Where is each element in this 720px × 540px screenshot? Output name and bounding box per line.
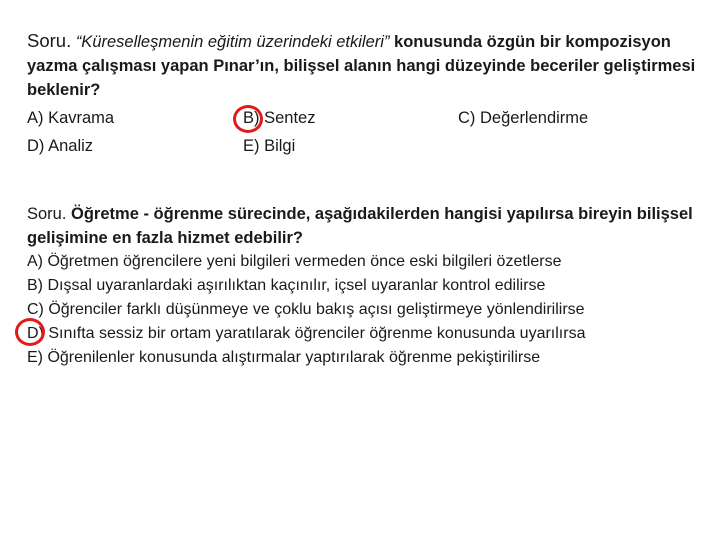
- question-1-lead: Soru.: [27, 30, 72, 51]
- question-1-stem: [27, 29, 697, 102]
- list-item: D) Sınıfta sessiz bir ortam yaratılarak öğrenciler öğrenme konusunda uyarılırsa: [27, 325, 586, 342]
- option-c: C) Değerlendirme: [458, 109, 589, 127]
- question-1-quote: “Küreselleşmenin eğitim üzerindeki etkileri”: [75, 33, 390, 51]
- question-1-options: [27, 102, 697, 154]
- list-item: B) Dışsal uyaranlardaki aşırılıktan kaçınılır, içsel uyaranlar kontrol edilirse: [27, 277, 546, 294]
- list-item: A) Öğretmen öğrencilere yeni bilgileri vermeden önce eski bilgileri özetlerse: [27, 253, 562, 270]
- question-2-lead: Soru.: [27, 205, 67, 223]
- answer-mark-circle-icon: [15, 318, 45, 346]
- answer-mark-circle-icon: [233, 105, 263, 133]
- question-2: [27, 202, 707, 370]
- question-2-stem: [27, 202, 707, 250]
- list-item: E) Öğrenilenler konusunda alıştırmalar yaptırılarak öğrenme pekiştirilirse: [27, 349, 541, 366]
- question-1: [27, 29, 697, 154]
- option-d: D) Analiz: [27, 137, 94, 155]
- list-item: C) Öğrenciler farklı düşünmeye ve çoklu bakış açısı geliştirmeye yönlendirilirse: [27, 301, 585, 318]
- option-e: E) Bilgi: [243, 137, 296, 155]
- option-a: A) Kavrama: [27, 109, 115, 127]
- option-b: B) Sentez: [243, 109, 316, 127]
- question-1-text: konusunda özgün bir kompozisyon yazma çalışması yapan Pınar’ın, bilişsel alanın hangi düzeyinde beceriler geliştirmesi beklenir?: [27, 33, 696, 99]
- question-2-text: Öğretme - öğrenme sürecinde, aşağıdakilerden hangisi yapılırsa bireyin bilişsel gelişimine en fazla hizmet edebilir?: [27, 205, 693, 247]
- question-2-options: [27, 250, 707, 370]
